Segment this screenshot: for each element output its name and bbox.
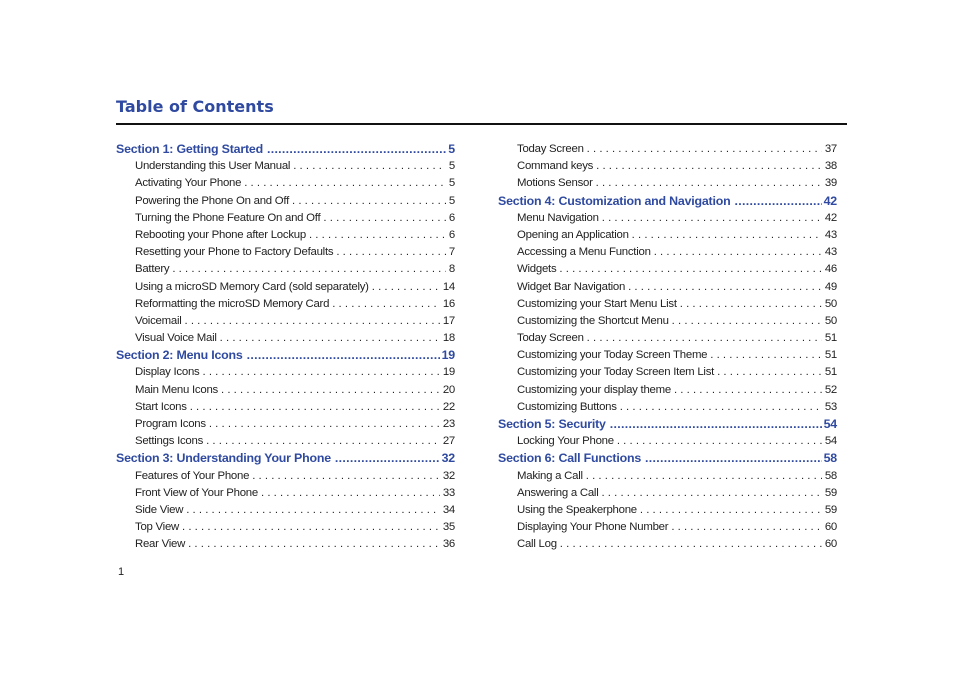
toc-section-heading[interactable] — [498, 416, 837, 433]
toc-entry[interactable] — [116, 382, 455, 399]
dot-leader — [336, 244, 446, 261]
toc-entry[interactable] — [498, 399, 837, 416]
title-divider — [116, 123, 847, 125]
toc-entry[interactable] — [498, 330, 837, 347]
dot-leader — [587, 141, 822, 158]
toc-entry[interactable] — [116, 175, 455, 192]
page-number: 1 — [118, 566, 125, 578]
toc-entry[interactable] — [116, 261, 455, 278]
dot-leader — [640, 502, 822, 519]
dot-leader — [680, 296, 822, 313]
dot-leader — [645, 450, 822, 467]
toc-entry-label: Section 2: Menu Icons — [116, 348, 243, 363]
toc-entry[interactable] — [498, 433, 837, 450]
dot-leader — [628, 279, 822, 296]
dot-leader — [323, 210, 446, 227]
toc-section-heading[interactable] — [498, 193, 837, 210]
toc-entry-label: Display Icons — [135, 366, 200, 379]
toc-entry-label: Turning the Phone Feature On and Off — [135, 211, 321, 224]
toc-entry[interactable] — [498, 279, 837, 296]
toc-entry-label: Command keys — [517, 160, 594, 173]
toc-page-number: 5 — [448, 194, 455, 207]
toc-entry[interactable] — [116, 416, 455, 433]
toc-page-number: 35 — [442, 521, 455, 534]
toc-page-number: 50 — [824, 297, 837, 310]
dot-leader — [309, 227, 446, 244]
toc-entry-label: Customizing the Shortcut Menu — [517, 314, 669, 327]
toc-entry[interactable] — [498, 347, 837, 364]
dot-leader — [587, 330, 822, 347]
dot-leader — [182, 519, 440, 536]
dot-leader — [654, 244, 822, 261]
toc-entry-label: Program Icons — [135, 418, 206, 430]
dot-leader — [671, 519, 822, 536]
toc-entry[interactable] — [498, 175, 837, 192]
toc-page-number: 42 — [823, 193, 837, 208]
dot-leader — [717, 364, 822, 381]
toc-page-number: 54 — [823, 417, 837, 431]
dot-leader — [261, 485, 440, 502]
toc-page-number: 5 — [448, 160, 455, 173]
toc-page-number: 53 — [824, 400, 837, 413]
toc-section-heading[interactable] — [116, 141, 455, 158]
toc-entry-label: Section 6: Call Functions — [498, 451, 642, 466]
toc-page-number: 51 — [824, 349, 837, 362]
toc-entry-label: Using a microSD Memory Card (sold separately) — [135, 280, 369, 293]
dot-leader — [252, 468, 440, 485]
toc-page-number: 32 — [441, 451, 455, 466]
toc-entry-label: Customizing your Today Screen Item List — [517, 366, 715, 379]
toc-entry-label: Reformatting the microSD Memory Card — [135, 297, 330, 310]
toc-entry[interactable] — [116, 519, 455, 536]
toc-section-heading[interactable] — [498, 450, 837, 467]
dot-leader — [244, 175, 446, 192]
toc-page-number: 6 — [448, 211, 455, 224]
toc-page-number: 43 — [824, 246, 837, 259]
toc-page-number: 16 — [442, 297, 455, 310]
dot-leader — [596, 175, 822, 192]
toc-entry-label: Call Log — [517, 538, 557, 551]
toc-entry-label: Side View — [135, 503, 184, 516]
toc-entry-label: Rear View — [135, 538, 186, 551]
toc-entry-label: Powering the Phone On and Off — [135, 194, 290, 207]
toc-entry-label: Customizing your display theme — [517, 383, 671, 396]
toc-entry-label: Displaying Your Phone Number — [517, 521, 669, 534]
toc-page-number: 6 — [448, 228, 455, 241]
toc-entry[interactable] — [498, 261, 837, 278]
toc-page-number: 54 — [824, 435, 837, 448]
toc-entry-label: Section 1: Getting Started — [116, 142, 263, 156]
toc-entry-label: Settings Icons — [135, 435, 204, 448]
dot-leader — [267, 141, 446, 158]
dot-leader — [335, 450, 440, 467]
toc-entry[interactable] — [498, 244, 837, 261]
dot-leader — [596, 158, 822, 175]
toc-entry[interactable] — [498, 158, 837, 175]
toc-entry[interactable] — [116, 210, 455, 227]
toc-entry-label: Resetting your Phone to Factory Defaults — [135, 246, 334, 259]
dot-leader — [206, 433, 440, 450]
toc-entry-label: Accessing a Menu Function — [517, 246, 651, 259]
dot-leader — [203, 364, 440, 381]
toc-entry-label: Start Icons — [135, 400, 187, 413]
dot-leader — [620, 399, 822, 416]
dot-leader — [734, 193, 821, 210]
dot-leader — [188, 536, 440, 553]
toc-entry-label: Customizing Buttons — [517, 400, 617, 413]
toc-page-number: 51 — [824, 332, 837, 345]
toc-entry-label: Today Screen — [517, 143, 584, 155]
dot-leader — [209, 416, 440, 433]
toc-page-number: 37 — [824, 143, 837, 155]
toc-entry[interactable] — [116, 468, 455, 485]
toc-page-number: 18 — [442, 332, 455, 345]
toc-page-number: 38 — [824, 160, 837, 173]
dot-leader — [559, 261, 821, 278]
toc-page-number: 23 — [442, 418, 455, 430]
toc-page-number: 14 — [442, 280, 455, 293]
toc-entry[interactable] — [498, 536, 837, 553]
toc-entry-label: Menu Navigation — [517, 211, 599, 224]
toc-entry[interactable] — [498, 313, 837, 330]
toc-page-number: 60 — [824, 538, 837, 551]
toc-entry[interactable] — [116, 502, 455, 519]
toc-page-number: 59 — [824, 503, 837, 516]
toc-section-heading[interactable] — [116, 450, 455, 467]
dot-leader — [186, 502, 440, 519]
toc-page-number: 32 — [442, 469, 455, 482]
toc-entry-label: Customizing your Today Screen Theme — [517, 349, 708, 362]
dot-leader — [247, 347, 440, 364]
toc-entry-label: Understanding this User Manual — [135, 160, 291, 173]
toc-page-number: 5 — [448, 177, 455, 190]
toc-entry[interactable] — [116, 227, 455, 244]
toc-entry-label: Section 4: Customization and Navigation — [498, 193, 731, 208]
toc-entry-label: Section 5: Security — [498, 417, 606, 431]
toc-entry-label: Rebooting your Phone after Lockup — [135, 228, 306, 241]
toc-entry[interactable] — [498, 468, 837, 485]
toc-entry[interactable] — [116, 536, 455, 553]
dot-leader — [172, 261, 446, 278]
toc-left-column — [116, 141, 455, 554]
toc-page-number: 51 — [824, 366, 837, 379]
toc-entry-label: Voicemail — [135, 314, 182, 327]
dot-leader — [586, 468, 822, 485]
toc-page-number: 39 — [824, 177, 837, 190]
toc-entry-label: Widget Bar Navigation — [517, 280, 626, 293]
toc-entry-label: Opening an Application — [517, 228, 629, 241]
toc-entry-label: Using the Speakerphone — [517, 503, 637, 516]
toc-page-number: 8 — [448, 263, 455, 276]
toc-entry[interactable] — [498, 141, 837, 158]
dot-leader — [293, 158, 446, 175]
dot-leader — [372, 279, 440, 296]
toc-entry[interactable] — [498, 210, 837, 227]
toc-entry-label: Activating Your Phone — [135, 177, 242, 190]
toc-page-number: 19 — [441, 348, 455, 363]
toc-entry[interactable] — [498, 485, 837, 502]
toc-entry-label: Customizing your Start Menu List — [517, 297, 677, 310]
dot-leader — [220, 330, 440, 347]
toc-entry-label: Visual Voice Mail — [135, 332, 217, 345]
toc-entry[interactable] — [116, 193, 455, 210]
toc-page-number: 43 — [824, 228, 837, 241]
toc-entry[interactable] — [498, 382, 837, 399]
toc-entry-label: Battery — [135, 263, 170, 276]
page-title: Table of Contents — [116, 97, 274, 116]
dot-leader — [610, 416, 822, 433]
toc-entry-label: Section 3: Understanding Your Phone — [116, 451, 331, 466]
dot-leader — [332, 296, 440, 313]
toc-page-number: 52 — [824, 383, 837, 396]
toc-page-number: 60 — [824, 521, 837, 534]
dot-leader — [710, 347, 822, 364]
toc-section-heading[interactable] — [116, 347, 455, 364]
toc-page-number: 19 — [442, 366, 455, 379]
toc-page-number: 5 — [448, 142, 455, 156]
toc-page-number: 34 — [442, 503, 455, 516]
dot-leader — [292, 193, 446, 210]
dot-leader — [602, 210, 822, 227]
toc-page-number: 36 — [442, 538, 455, 551]
toc-page-number: 59 — [824, 486, 837, 499]
toc-entry[interactable] — [116, 158, 455, 175]
toc-entry[interactable] — [116, 485, 455, 502]
dot-leader — [560, 536, 822, 553]
toc-page-number: 50 — [824, 314, 837, 327]
toc-entry-label: Today Screen — [517, 332, 584, 345]
toc-entry-label: Widgets — [517, 263, 557, 276]
toc-page-number: 49 — [824, 280, 837, 293]
toc-page-number: 42 — [824, 211, 837, 224]
dot-leader — [190, 399, 440, 416]
toc-entry[interactable] — [498, 502, 837, 519]
dot-leader — [632, 227, 822, 244]
toc-entry-label: Features of Your Phone — [135, 469, 250, 482]
toc-page-number: 46 — [824, 263, 837, 276]
toc-entry[interactable] — [498, 296, 837, 313]
dot-leader — [221, 382, 440, 399]
toc-entry-label: Top View — [135, 521, 180, 534]
toc-entry[interactable] — [116, 433, 455, 450]
toc-entry-label: Main Menu Icons — [135, 383, 218, 396]
toc-entry[interactable] — [116, 313, 455, 330]
toc-entry[interactable] — [116, 296, 455, 313]
toc-right-column — [498, 141, 837, 554]
dot-leader — [185, 313, 440, 330]
toc-entry-label: Motions Sensor — [517, 177, 593, 190]
toc-entry[interactable] — [116, 399, 455, 416]
toc-entry-label: Making a Call — [517, 469, 583, 482]
toc-entry[interactable] — [498, 227, 837, 244]
dot-leader — [617, 433, 822, 450]
toc-entry[interactable] — [116, 330, 455, 347]
toc-entry[interactable] — [116, 364, 455, 381]
dot-leader — [674, 382, 822, 399]
toc-page-number: 7 — [448, 246, 455, 259]
toc-entry[interactable] — [116, 279, 455, 296]
toc-page-number: 58 — [824, 469, 837, 482]
dot-leader — [672, 313, 822, 330]
toc-page-number: 17 — [442, 314, 455, 327]
toc-page-number: 33 — [442, 486, 455, 499]
toc-entry-label: Front View of Your Phone — [135, 486, 258, 499]
toc-entry-label: Locking Your Phone — [517, 435, 614, 448]
toc-page-number: 22 — [442, 400, 455, 413]
toc-page-number: 20 — [442, 383, 455, 396]
toc-entry-label: Answering a Call — [517, 486, 599, 499]
toc-entry[interactable] — [498, 364, 837, 381]
toc-entry[interactable] — [498, 519, 837, 536]
toc-entry[interactable] — [116, 244, 455, 261]
toc-page-number: 27 — [442, 435, 455, 448]
toc-page-number: 58 — [823, 451, 837, 466]
dot-leader — [601, 485, 821, 502]
